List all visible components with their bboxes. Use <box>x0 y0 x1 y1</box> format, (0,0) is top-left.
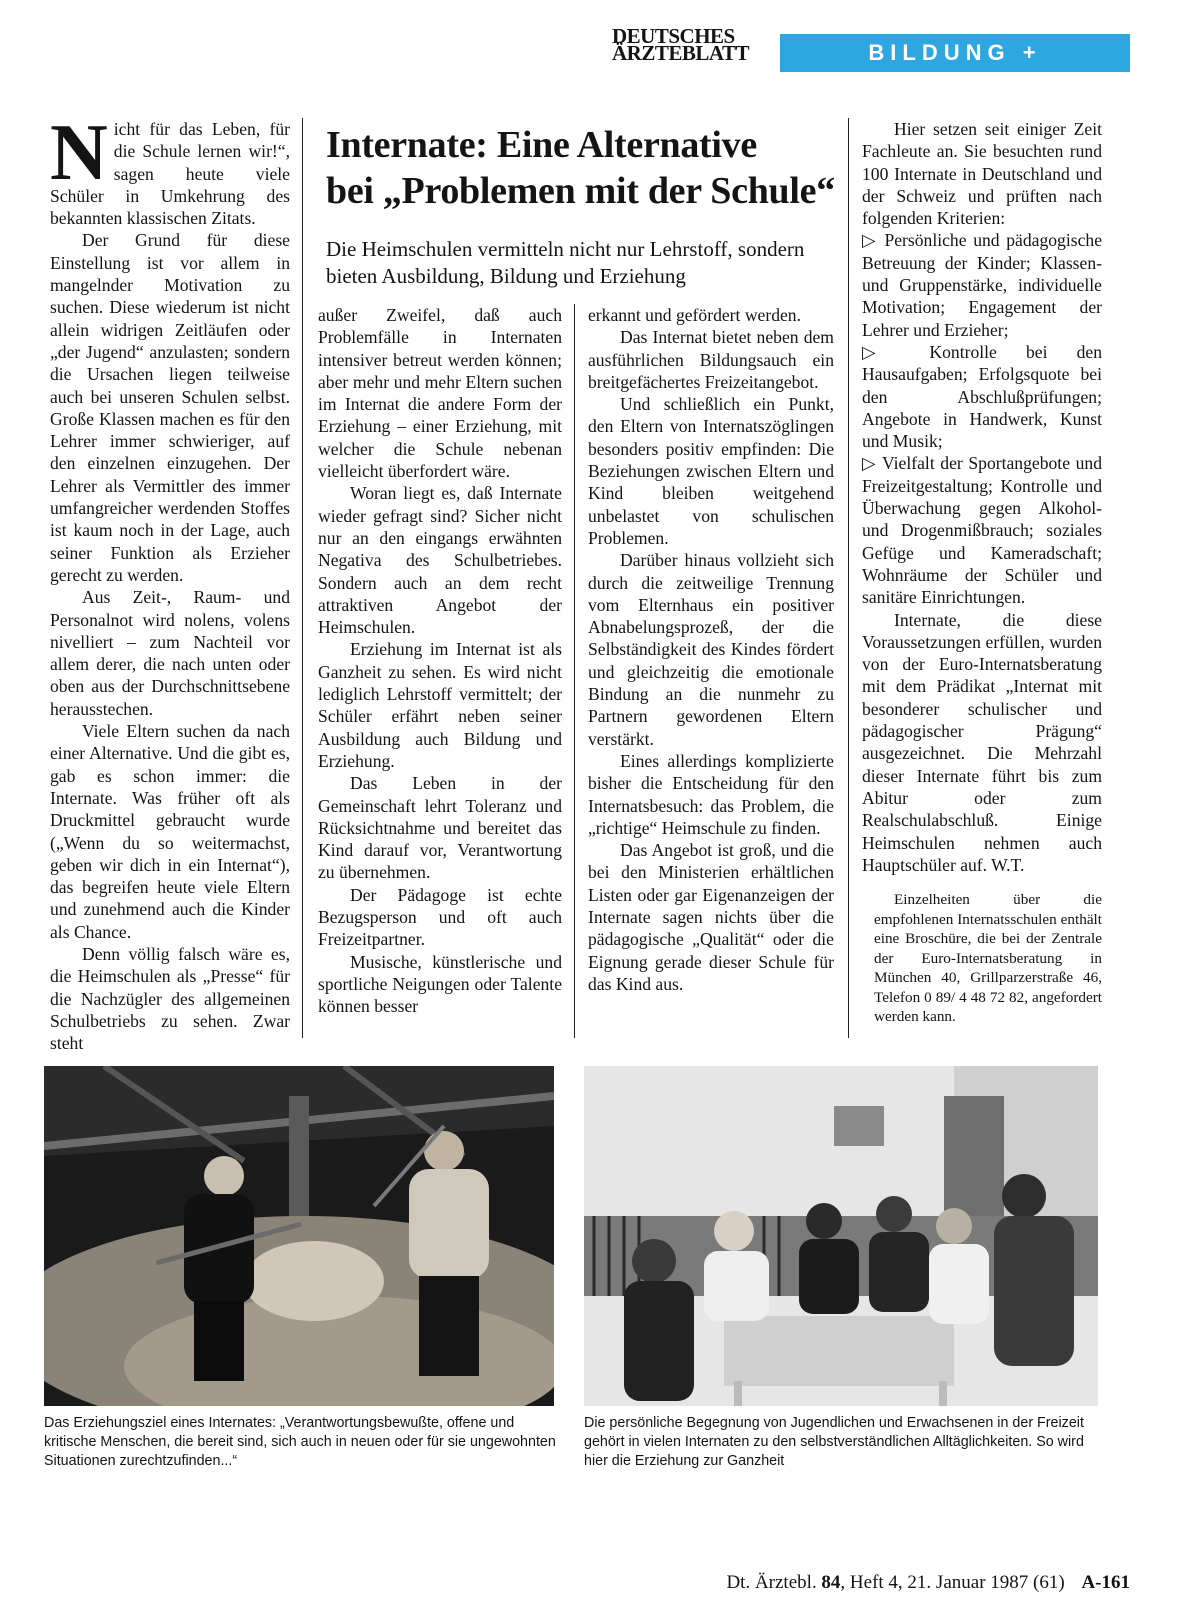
paragraph: Musische, künstlerische und sportliche Neigungen oder Talente können besser <box>318 951 562 1017</box>
paragraph: erkannt und gefördert werden. <box>588 305 801 325</box>
paragraph: Der Grund für diese Einstellung ist vor allem in mangelnder Motivation zu suchen. Diese wiederum ist nicht allein widrigen Zeitläufen oder „der Jugend“ anzulasten; sondern die Ursachen liegen teilweise auch bei unseren Schulen selbst. Große Klassen machen es für den Lehrer immer schwieriger, auf den einzelnen einzugehen. Der Lehrer als Vermittler des immer umfangreicher werdenden Stoffes ist kaum noch in der Lage, auch seiner Funktion als Erzieher gerecht zu werden. <box>50 230 290 585</box>
hay-barn-illustration <box>44 1066 554 1406</box>
paragraph: Internate, die diese Voraussetzungen erfüllen, wurden von der Euro-Internatsberatung mit dem Prädikat „Internat mit besonderer schulischer und pädagogischer Prägung“ ausgezeichnet. Die Mehrzahl dieser Internate führt bis zum Abitur oder zum Realschulabschluß. Einige Heimschulen nehmen auch Hauptschüler auf. W.T. <box>862 609 1102 875</box>
paragraph: Darüber hinaus vollzieht sich durch die zeitweilige Trennung vom Elternhaus ein positiver Abnabelungsprozeß, der die Selbständigkeit des Kindes fördert und gleichzeitig die emotionale Bindung an die nunmehr zu Partnern gewordenen Eltern verstärkt. <box>588 550 834 749</box>
headline-line-1: Internate: Eine Alternative <box>326 124 757 166</box>
paragraph: Denn völlig falsch wäre es, die Heimschulen als „Presse“ für die Nachzügler des allgemeinen Schulbetriebs zu sehen. Zwar steht <box>50 943 290 1054</box>
paragraph: Das Angebot ist groß, und die bei den Ministerien erhältlichen Listen oder gar Eigenanzeigen der Internate sagen nichts über die pädagogische „Qualität“ oder die Eignung gerade dieser Schule für das Kind aus. <box>588 840 834 994</box>
paragraph: Das Internat bietet neben dem ausführlichen Bildungsauch ein breitgefächertes Freizeitangebot. <box>588 327 834 392</box>
article-subhead: Die Heimschulen vermitteln nicht nur Lehrstoff, sondern bieten Ausbildung, Bildung und Erziehung <box>326 237 805 288</box>
article-column-4 <box>862 118 1102 1027</box>
paragraph: Hier setzen seit einiger Zeit Fachleute an. Sie besuchten rund 100 Internate in Deutschland und der Schweiz und prüften nach folgenden Kriterien: <box>862 119 1102 229</box>
article-column-2 <box>318 304 562 1018</box>
criteria-item: ▷ Persönliche und pädagogische Betreuung der Kinder; Klassen- und Gruppenstärke, individuelle Motivation; Engagement der Lehrer und Erzieher; <box>862 230 1102 340</box>
paragraph: Das Leben in der Gemeinschaft lehrt Toleranz und Rücksichtnahme und bereitet das Kind darauf vor, Verantwortung zu übernehmen. <box>318 773 562 883</box>
masthead-line-1: DEUTSCHES <box>612 24 735 48</box>
drop-cap: N <box>50 109 108 197</box>
journal-name: Dt. Ärztebl. <box>726 1572 817 1593</box>
paragraph: außer Zweifel, daß auch Problemfälle in Internaten intensiver betreut werden können; aber mehr und mehr Eltern suchen im Internat die andere Form der Erziehung – einer Erziehung, mit welcher die Schule nebenan vielleicht überfordert wäre. <box>318 305 562 482</box>
photo-caption-right: Die persönliche Begegnung von Jugendlichen und Erwachsenen in der Freizeit gehört in vielen Internaten zu den selbstverständlichen Alltäglichkeiten. So wird hier die Erziehung zur Ganzheit <box>584 1415 1084 1469</box>
paragraph: Aus Zeit-, Raum- und Personalnot wird nolens, volens nivelliert – zum Nachteil vor allem derer, die nach unten oder oben aus der Durchschnittsebene herausstechen. <box>50 587 290 719</box>
criteria-item: ▷ Vielfalt der Sportangebote und Freizeitgestaltung; Kontrolle und Überwachung gegen Alkohol- und Drogenmißbrauch; soziales Gefüge und Kameradschaft; Wohnräume der Schüler und sanitäre Einrichtungen. <box>862 453 1102 608</box>
issue-date: , Heft 4, 21. Januar 1987 (61) <box>840 1572 1065 1593</box>
common-room-illustration <box>584 1066 1098 1406</box>
masthead-logo <box>612 24 749 65</box>
paragraph: Eines allerdings komplizierte bisher die Entscheidung für den Internatsbesuch: das Problem, die „richtige“ Heimschule zu finden. <box>588 750 834 838</box>
paragraph: Woran liegt es, daß Internate wieder gefragt sind? Sicher nicht nur an den eingangs erwähnten Negativa des Schulbetriebes. Sondern auch an dem recht attraktiven Angebot der Heimschulen. <box>318 483 562 638</box>
article-column-1 <box>50 109 290 1054</box>
photo-hay-barn <box>44 1066 554 1406</box>
section-label: BILDUNG + ERZIEHUNG <box>780 34 1130 72</box>
paragraph: Und schließlich ein Punkt, den Eltern von Internatszöglingen besonders positiv empfinden: Die Beziehungen zwischen Eltern und Kind bleiben weitgehend unbelastet von schulischen Problemen. <box>588 394 834 548</box>
masthead-line-2: ÄRZTEBLATT <box>612 41 749 65</box>
photo-common-room <box>584 1066 1098 1406</box>
headline-line-2: bei „Problemen mit der Schule“ <box>326 170 835 212</box>
photo-caption-left: Das Erziehungsziel eines Internates: „Verantwortungsbewußte, offene und kritische Menschen, die bereit sind, sich auch in neuen oder für sie ungewohnten Situationen zurechtzufinden...“ <box>44 1415 556 1469</box>
paragraph-text: icht für das Leben, für die Schule lernen wir!“, sagen heute viele Schüler in Umkehrung des bekannten klassischen Zitats. <box>50 119 290 229</box>
page-footer <box>726 1572 1130 1594</box>
article-column-3 <box>588 304 834 995</box>
criteria-item: ▷ Kontrolle bei den Hausaufgaben; Erfolgsquote bei den Abschlußprüfungen; Angebote in Handwerk, Kunst und Musik; <box>862 341 1102 452</box>
column-divider <box>574 304 575 1038</box>
column-divider <box>302 118 303 1038</box>
info-note: Einzelheiten über die empfohlenen Internatsschulen enthält eine Broschüre, die bei der Zentrale der Euro-Internatsberatung in München 40, Grillparzerstraße 46, Telefon 0 89/ 4 48 72 82, angefordert werden kann. <box>874 891 1102 1026</box>
paragraph: Viele Eltern suchen da nach einer Alternative. Und die gibt es, gab es schon immer: die Internate. Was früher oft als Druckmittel gebraucht wurde („Wenn du so weitermachst, geben wir dich in ein Internat“), das begreifen heute viele Eltern und zunehmend auch die Kinder als Chance. <box>50 721 290 942</box>
page-number: A-161 <box>1081 1572 1130 1593</box>
article-headline <box>326 122 866 214</box>
column-divider <box>848 118 849 1038</box>
paragraph: Der Pädagoge ist echte Bezugsperson und oft auch Freizeitpartner. <box>318 884 562 950</box>
paragraph <box>50 109 290 229</box>
paragraph: Erziehung im Internat ist als Ganzheit zu sehen. Es wird nicht lediglich Lehrstoff vermittelt; der Schüler erfährt neben seiner Ausbildung auch Bildung und Erziehung. <box>318 639 562 771</box>
volume-number: 84 <box>821 1572 841 1593</box>
